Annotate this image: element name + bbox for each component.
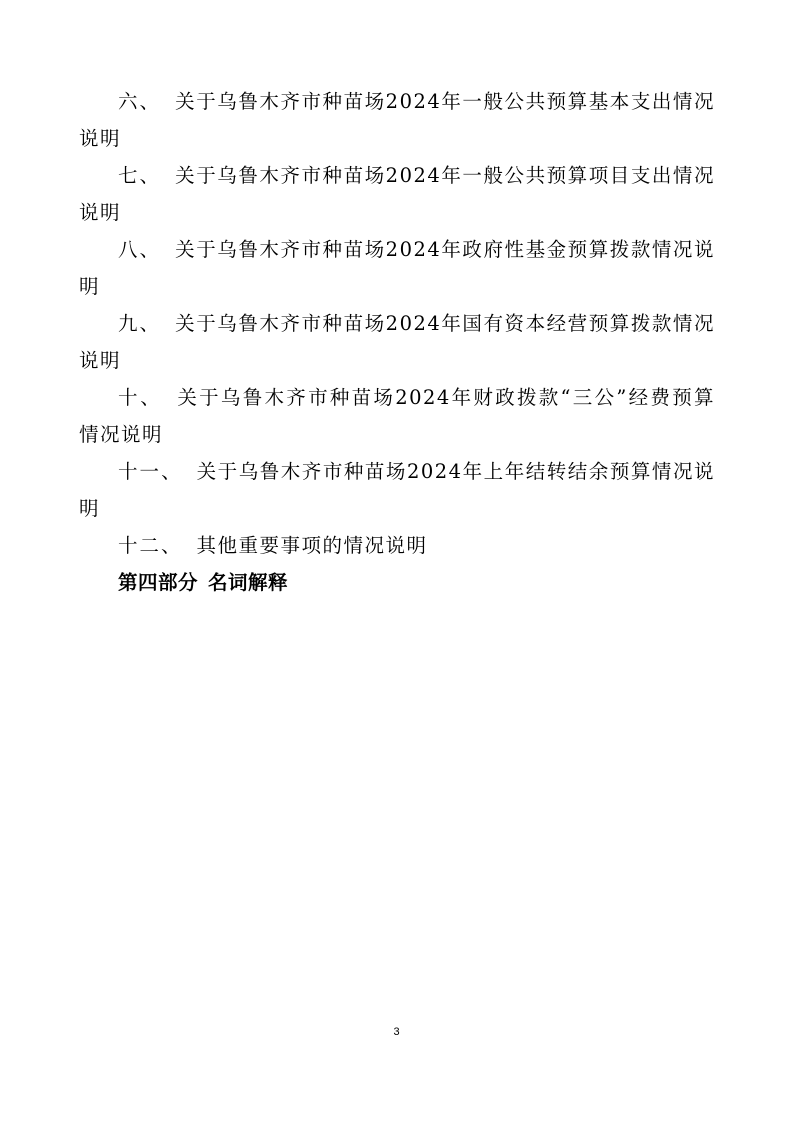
section-title: 名词解释 xyxy=(208,571,289,594)
page-number: 3 xyxy=(393,1026,400,1038)
table-of-contents xyxy=(79,83,715,601)
toc-entry-title: 关于乌鲁木齐市种苗场2024年一般公共预算基本支出情况说明 xyxy=(79,90,715,150)
section-part-label: 第四部分 xyxy=(118,571,199,594)
toc-entry-number: 十二、 xyxy=(118,534,183,557)
toc-entry-number: 八、 xyxy=(118,238,162,261)
toc-entry-10 xyxy=(79,379,715,453)
section-heading-part-4 xyxy=(79,564,715,601)
toc-entry-number: 六、 xyxy=(118,90,162,113)
toc-entry-number: 十一、 xyxy=(118,460,183,483)
toc-entry-8 xyxy=(79,231,715,305)
toc-entry-7 xyxy=(79,157,715,231)
toc-entry-number: 七、 xyxy=(118,164,162,187)
toc-entry-number: 九、 xyxy=(118,312,162,335)
toc-entry-title: 关于乌鲁木齐市种苗场2024年政府性基金预算拨款情况说明 xyxy=(79,238,715,298)
toc-entry-title: 其他重要事项的情况说明 xyxy=(196,534,428,557)
toc-entry-title: 关于乌鲁木齐市种苗场2024年一般公共预算项目支出情况说明 xyxy=(79,164,715,224)
toc-entry-9 xyxy=(79,305,715,379)
toc-entry-6 xyxy=(79,83,715,157)
toc-entry-number: 十、 xyxy=(118,386,163,409)
toc-entry-title: 关于乌鲁木齐市种苗场2024年财政拨款“三公”经费预算情况说明 xyxy=(79,386,715,446)
toc-entry-title: 关于乌鲁木齐市种苗场2024年国有资本经营预算拨款情况说明 xyxy=(79,312,715,372)
toc-entry-12 xyxy=(79,527,715,564)
toc-entry-title: 关于乌鲁木齐市种苗场2024年上年结转结余预算情况说明 xyxy=(79,460,715,520)
toc-entry-11 xyxy=(79,453,715,527)
